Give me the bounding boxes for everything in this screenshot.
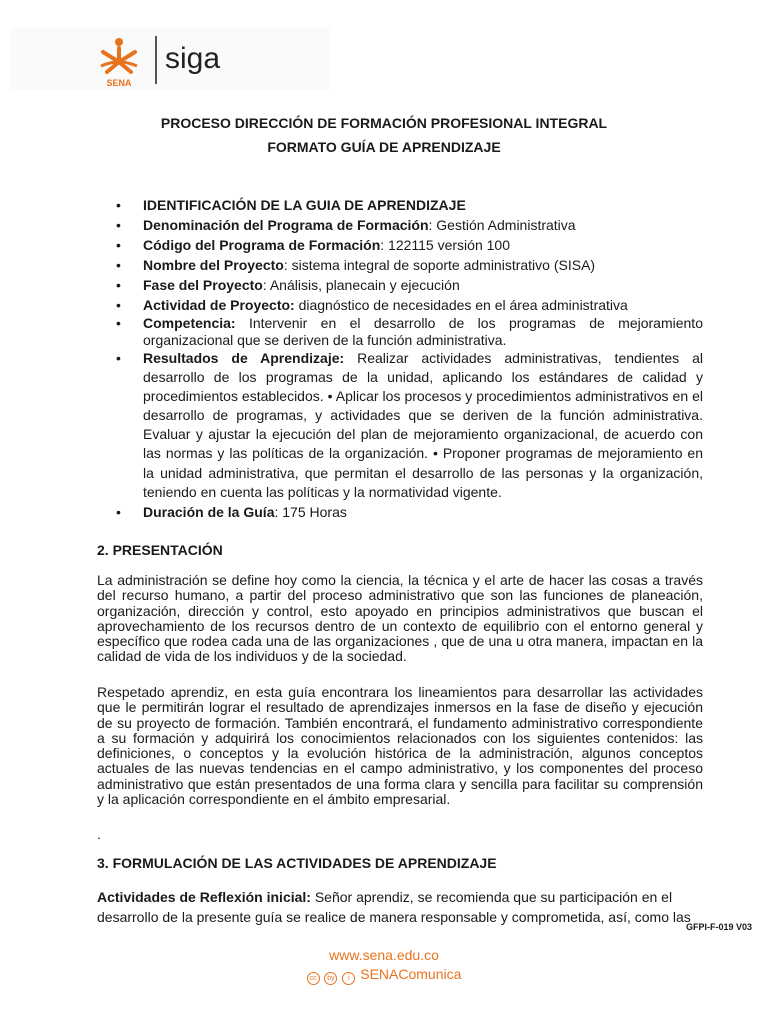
sena-logo-icon <box>93 36 145 88</box>
item-value: diagnóstico de necesidades en el área administrativa <box>294 297 628 313</box>
item-label: Actividad de Proyecto: <box>143 297 295 313</box>
list-item <box>116 195 703 215</box>
list-item <box>116 295 703 315</box>
list-item <box>116 502 703 522</box>
sena-logo-text: SENA <box>106 78 132 88</box>
activities-label: Actividades de Reflexión inicial: <box>97 889 311 905</box>
attribution-icon: by <box>324 972 337 985</box>
item-value: : Gestión Administrativa <box>428 217 576 233</box>
activities-text: Señor aprendiz, se recomienda que su participación en el desarrollo de la presente guía se realice de manera responsable y comprometida, así, como las <box>97 889 691 925</box>
list-item <box>116 315 703 349</box>
item-label: Nombre del Proyecto <box>143 257 284 273</box>
document-code: GFPI-F-019 V03 <box>686 922 753 932</box>
siga-logo-text: siga <box>165 42 221 75</box>
item-value: : Análisis, planecain y ejecución <box>262 277 460 293</box>
item-value: : sistema integral de soporte administrativo (SISA) <box>283 257 596 273</box>
item-value: : 175 Horas <box>274 503 347 520</box>
item-value: Realizar actividades administrativas, tendientes al desarrollo de los programas de la unidad, aplicando los estándares de calidad y procedimientos establecidos. • Aplicar los procesos y procedimientos administrativos en el desarrollo de programas, y actividades que se deriven de la función administrativa. Evaluar y ajustar la ejecución del plan de mejoramiento organizacional, de acuerdo con las normas y las políticas de la organización. • Proponer programas de mejoramiento en la unidad administrativa, que permitan el desarrollo de las personas y la organización, teniendo en cuenta las políticas y la normatividad vigente. <box>143 350 703 500</box>
document-title: PROCESO DIRECCIÓN DE FORMACIÓN PROFESIONAL INTEGRAL <box>160 115 608 131</box>
item-label: Competencia: <box>143 315 236 331</box>
footer-social <box>0 966 768 985</box>
info-icon: i <box>342 972 355 985</box>
presentation-paragraph-1: La administración se define hoy como la ciencia, la técnica y el arte de hacer las cosas a través del recurso humano, a partir del proceso administrativo que son las funciones de planeación, organización, dirección y control, esto apoyado en principios administrativos que buscan el aprovechamiento de los recursos dentro de un contexto de equilibrio con el entorno general y específico que rodea cada una de las organizaciones , que de una u otra manera, impactan en la calidad de vida de los individuos y de la sociedad. <box>97 572 703 665</box>
identification-list <box>116 195 703 522</box>
footer-social-handle[interactable]: SENAComunica <box>360 966 462 982</box>
item-label: Duración de la Guía <box>143 503 275 520</box>
logo-divider <box>155 36 157 84</box>
list-item <box>116 275 703 295</box>
item-label: Código del Programa de Formación <box>143 237 381 253</box>
list-item <box>116 235 703 255</box>
activities-heading: 3. FORMULACIÓN DE LAS ACTIVIDADES DE APRENDIZAJE <box>97 855 497 871</box>
item-label: Denominación del Programa de Formación <box>143 217 429 233</box>
footer-website-link[interactable]: www.sena.edu.co <box>329 947 439 963</box>
list-item <box>116 215 703 235</box>
item-label: Resultados de Aprendizaje: <box>143 350 345 366</box>
activities-paragraph <box>97 887 703 927</box>
list-item <box>116 349 703 502</box>
creative-commons-icon: cc <box>307 972 320 985</box>
item-value: : 122115 versión 100 <box>380 237 510 253</box>
item-label: Fase del Proyecto <box>143 277 263 293</box>
identification-heading: IDENTIFICACIÓN DE LA GUIA DE APRENDIZAJE <box>143 197 466 213</box>
item-value: Intervenir en el desarrollo de los programas de mejoramiento organizacional que se deriven de la función administrativa. <box>143 315 703 348</box>
trailing-dot: . <box>97 826 101 842</box>
presentation-paragraph-2: Respetado aprendiz, en esta guía encontrara los lineamientos para desarrollar las actividades que le permitirán lograr el resultado de aprendizajes inmersos en la fase de diseño y ejecución de su proyecto de formación. También encontrará, el fundamento administrativo correspondiente a su formación y adquirirá los conocimientos relacionados con los siguientes contenidos: las definiciones, o conceptos y la evolución histórica de la administración, algunos conceptos actuales de las nuevas tendencias en el campo administrativo, y los componentes del proceso administrativo que están presentados de una forma clara y sencilla para facilitar su comprensión y la aplicación correspondiente en el ámbito empresarial. <box>97 684 703 808</box>
document-subtitle: FORMATO GUÍA DE APRENDIZAJE <box>267 139 501 155</box>
siga-logo-icon <box>163 38 243 78</box>
list-item <box>116 255 703 275</box>
presentation-heading: 2. PRESENTACIÓN <box>97 542 223 558</box>
